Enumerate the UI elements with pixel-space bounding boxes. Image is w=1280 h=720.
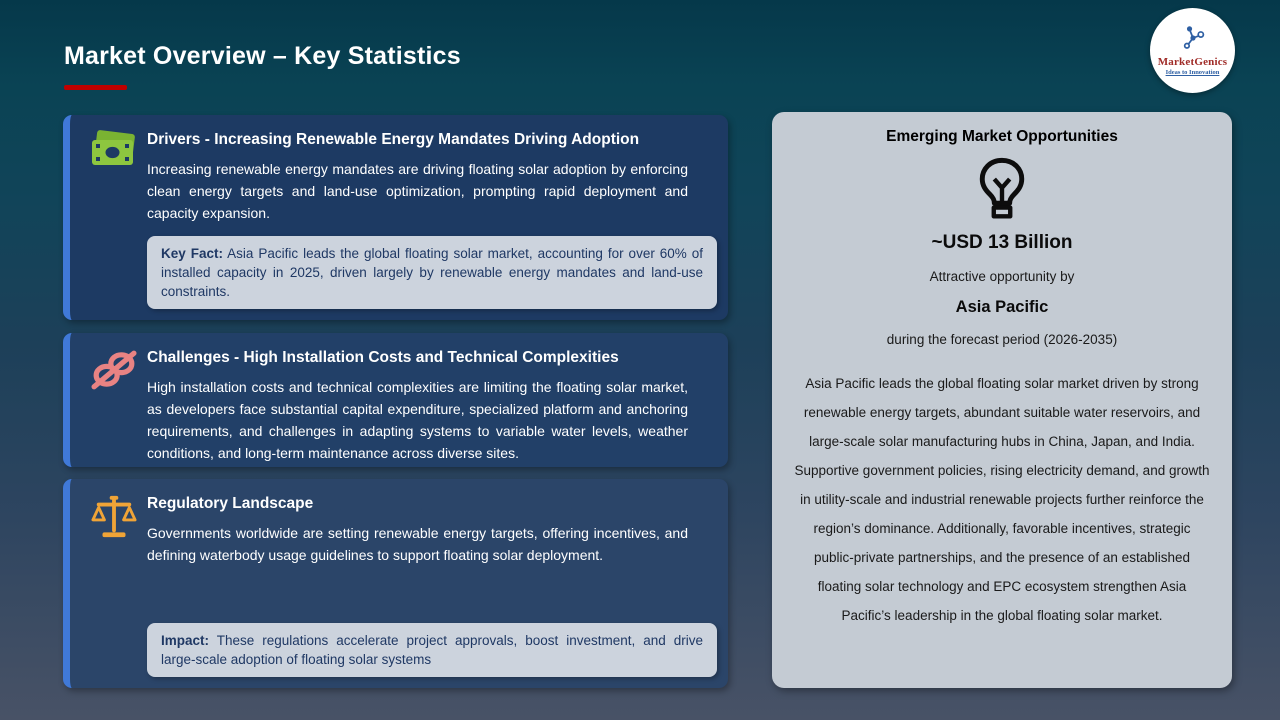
impact-text: These regulations accelerate project approvals, boost investment, and drive large-scale adoption of floating solar systems (161, 633, 703, 667)
emerging-market-opportunities-panel (772, 112, 1232, 688)
banknote-icon (88, 130, 140, 176)
key-fact-text: Asia Pacific leads the global floating solar market, accounting for over 60% of installed capacity in 2025, driven largely by renewable energy mandates and land-use constraints. (161, 246, 703, 299)
scales-icon (88, 494, 140, 540)
regulatory-card-title: Regulatory Landscape (147, 495, 314, 512)
logo-name: MarketGenics (1157, 56, 1228, 68)
panel-title: Emerging Market Opportunities (886, 128, 1118, 145)
broken-link-icon (88, 348, 140, 394)
key-fact-label: Key Fact: (161, 246, 223, 261)
challenges-card-body: High installation costs and technical complexities are limiting the floating solar market, as developers face substantial capital expenditure, specialized platform and anchoring requirements, and challenges in adapting systems to variable water levels, weather conditions, and long-term maintenance across diverse sites. (147, 379, 688, 461)
opportunity-subtitle: Attractive opportunity by (929, 269, 1075, 284)
opportunity-period: during the forecast period (2026-2035) (886, 332, 1118, 347)
impact-callout (147, 623, 717, 677)
regulatory-card-body: Governments worldwide are setting renewable energy targets, offering incentives, and defining waterbody usage guidelines to support floating solar deployment. (147, 525, 688, 563)
drivers-card-title: Drivers - Increasing Renewable Energy Mandates Driving Adoption (147, 131, 640, 148)
logo-badge (1150, 8, 1235, 93)
logo-tagline: Ideas to Innovation (1165, 69, 1220, 76)
regulatory-card (63, 479, 728, 688)
opportunity-description: Asia Pacific leads the global floating solar market driven by strong renewable energy targets, abundant suitable water reservoirs, and large-scale solar manufacturing hubs in China, Japan, and India. Supportive government policies, rising electricity demand, and growth in utility-scale and industrial renewable projects further reinforce the region’s dominance. Additionally, favorable incentives, strategic public-private partnerships, and the presence of an established floating solar technology and EPC ecosystem strengthen Asia Pacific’s leadership in the global floating solar market. (794, 376, 1210, 623)
opportunity-value: ~USD 13 Billion (931, 232, 1073, 253)
challenges-card-title: Challenges - High Installation Costs and Technical Complexities (147, 349, 619, 366)
title-underline (64, 85, 127, 90)
lightbulb-icon (793, 156, 1211, 228)
drivers-card (63, 115, 728, 320)
key-fact-callout (147, 236, 717, 309)
key-statistics-cards (63, 115, 728, 688)
drivers-card-body: Increasing renewable energy mandates are driving floating solar adoption by enforcing clean energy targets and land-use optimization, prompting rapid deployment and capacity expansion. (147, 161, 688, 221)
page-title: Market Overview – Key Statistics (64, 42, 461, 70)
impact-label: Impact: (161, 633, 210, 648)
molecule-network-icon (1180, 25, 1206, 56)
opportunity-region: Asia Pacific (955, 298, 1049, 316)
challenges-card (63, 333, 728, 467)
